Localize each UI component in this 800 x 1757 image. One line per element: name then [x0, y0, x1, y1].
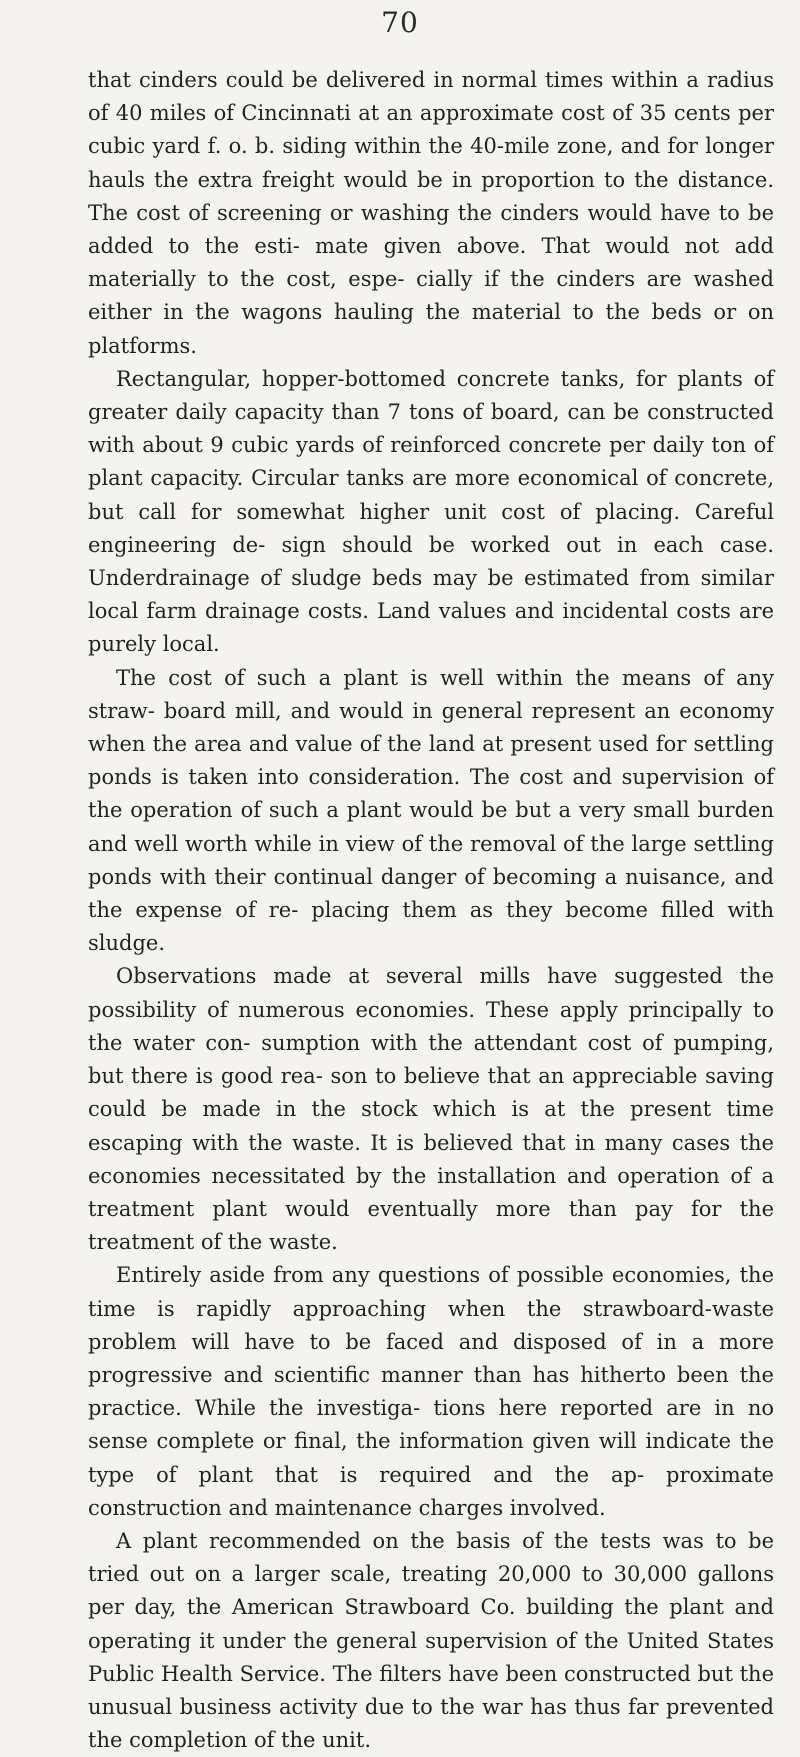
paragraph-6: A plant recommended on the basis of the tests was to be tried out on a larger scale, treating 20,000 to 30,000 gallons per day, the American Strawboard Co. building the plant and operating it under the general supervision of the United States Public Health Service. The filters have been constructed but the unusual business activity due to the war has thus far prevented the completion of the unit. [88, 1528, 774, 1753]
paragraph-1: that cinders could be delivered in normal times within a radius of 40 miles of Cincinnati at an approximate cost of 35 cents per cubic yard f. o. b. siding within the 40-mile zone, and for longer hauls the extra freight would be in proportion to the distance. The cost of screening or washing the cinders would have to be added to the esti- mate given above. That would not add materially to the cost, espe- cially if the cinders are washed either in the wagons hauling the material to the beds or on platforms. [88, 68, 774, 358]
paragraph-3: The cost of such a plant is well within the means of any straw- board mill, and would in general represent an economy when the area and value of the land at present used for settling ponds is taken into consideration. The cost and supervision of the operation of such a plant would be but a very small burden and well worth while in view of the removal of the large settling ponds with their continual danger of becoming a nuisance, and the expense of re- placing them as they become filled with sludge. [88, 665, 774, 956]
page-number: 70 [381, 6, 419, 39]
paragraph-2: Rectangular, hopper-bottomed concrete tanks, for plants of greater daily capacity than 7 tons of board, can be constructed with about 9 cubic yards of reinforced concrete per daily ton of plant capacity. Circular tanks are more economical of concrete, but call for somewhat higher unit cost of placing. Careful engineering de- sign should be worked out in each case. Underdrainage of sludge beds may be estimated from similar local farm drainage costs. Land values and incidental costs are purely local. [88, 366, 774, 657]
body-text [88, 64, 774, 1757]
paragraph-4: Observations made at several mills have suggested the possibility of numerous economies. These apply principally to the water con- sumption with the attendant cost of pumping, but there is good rea- son to believe that an appreciable saving could be made in the stock which is at the present time escaping with the waste. It is believed that in many cases the economies necessitated by the installation and operation of a treatment plant would eventually more than pay for the treatment of the waste. [88, 964, 774, 1255]
paragraph-5: Entirely aside from any questions of possible economies, the time is rapidly approaching when the strawboard-waste problem will have to be faced and disposed of in a more progressive and scientific manner than has hitherto been the practice. While the investiga- tions here reported are in no sense complete or final, the information given will indicate the type of plant that is required and the ap- proximate construction and maintenance charges involved. [88, 1263, 774, 1520]
